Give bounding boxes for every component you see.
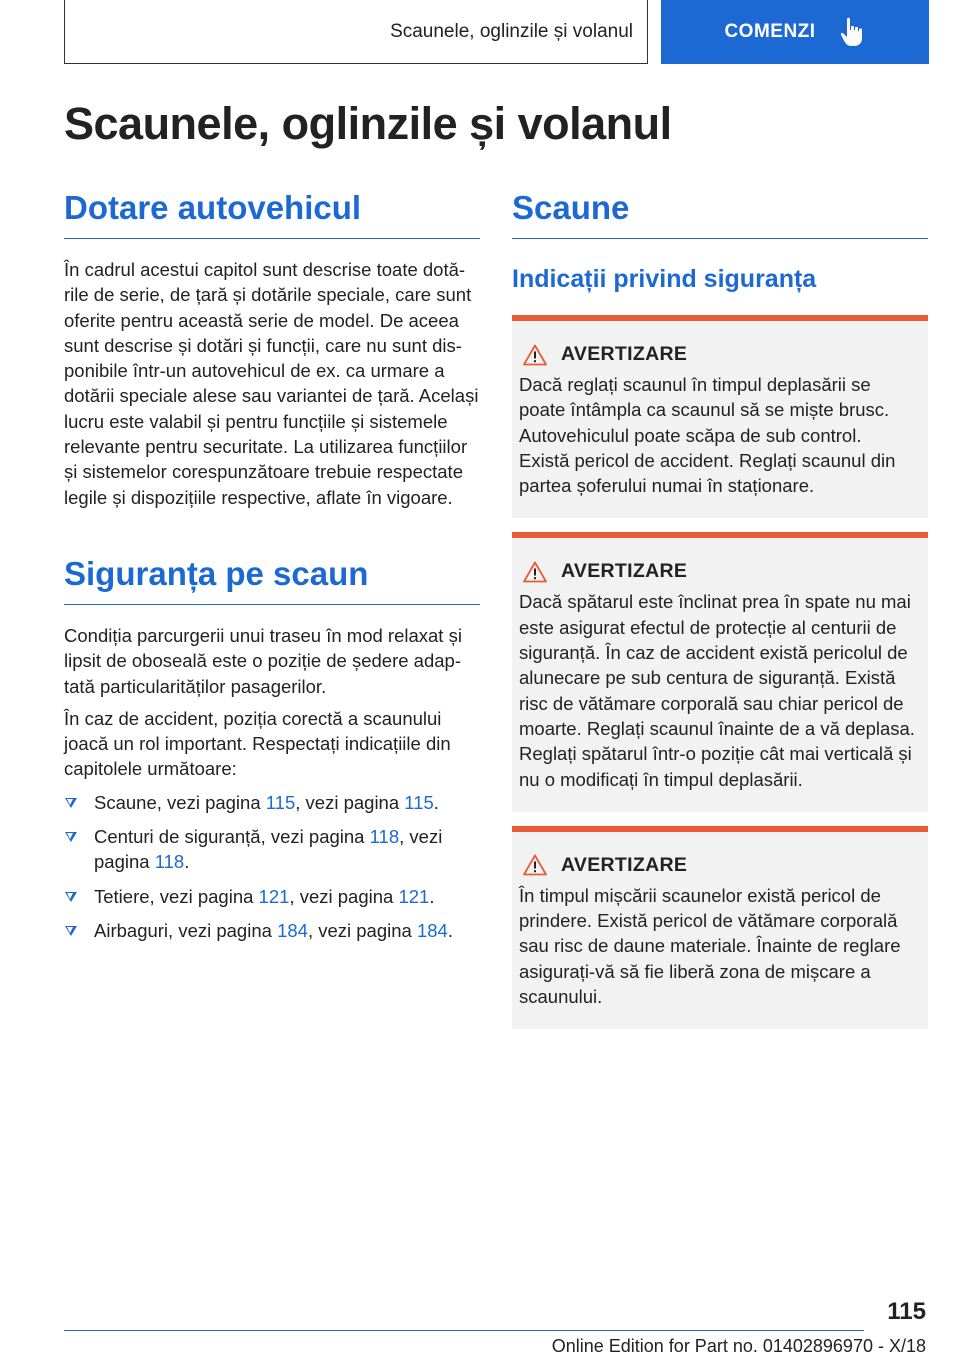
chapter-title: Scaunele, oglinzile și volanul [390, 20, 633, 42]
siguranta-paragraph-2: În caz de accident, poziția corectă a scaunului joacă un rol important. Respectați indicațiile din capitolele următoare: [64, 707, 451, 780]
warning-label: AVERTIZARE [561, 560, 688, 583]
page-link[interactable]: 115 [404, 791, 434, 813]
footer-divider [64, 1330, 864, 1331]
list-item: Tetiere, vezi pagina 121, vezi pagina 121. [64, 884, 480, 909]
bullet-triangle-icon [65, 926, 77, 936]
list-item: Scaune, vezi pagina 115, vezi pagina 115. [64, 790, 480, 815]
page-link[interactable]: 121 [398, 885, 430, 907]
warning-box [512, 315, 928, 518]
section-title-scaune: Scaune [512, 186, 928, 239]
warning-text: În timpul mișcării scaunelor există pericol de prindere. Există pericol de vătămare corporală sau risc de daune materiale. Înainte de reglare asigurați-vă să fie liberă zona de mișcare a scaunului. [519, 884, 901, 1008]
section-title-siguranta: Siguranța pe scaun [64, 552, 480, 605]
page-link[interactable]: 184 [416, 919, 448, 941]
page-title: Scaunele, oglinzile și volanul [64, 98, 672, 149]
edition-footer: Online Edition for Part no. 01402896970 - X/18 [551, 1336, 926, 1356]
bullet-triangle-icon [65, 832, 77, 842]
reference-list [64, 790, 480, 943]
page-link[interactable]: 118 [369, 826, 400, 848]
hand-pointer-icon [838, 16, 866, 48]
warning-triangle-icon [523, 854, 547, 876]
warning-box [512, 826, 928, 1029]
bullet-triangle-icon [65, 798, 77, 808]
section-title-dotare: Dotare autovehicul [64, 186, 480, 239]
warning-box [512, 532, 928, 811]
warning-text: Dacă reglați scaunul în timpul deplasării se poate întâmpla ca scaunul să se miște brusc. Autovehiculul poate scăpa de sub control. Există pericol de accident. Reglați scaunul din partea șoferului numai în staționare. [519, 374, 896, 497]
siguranta-paragraph-1: Condiția parcurgerii unui traseu în mod relaxat și lipsit de oboseală este o poziție de ședere adaptată particularităților pasagerilor. [64, 624, 462, 697]
section-tab-comenzi[interactable] [661, 0, 929, 64]
warning-label: AVERTIZARE [561, 853, 688, 876]
bullet-triangle-icon [65, 892, 77, 902]
page-number: 115 [887, 1298, 926, 1325]
page-link[interactable]: 121 [258, 885, 290, 907]
list-item: Airbaguri, vezi pagina 184, vezi pagina 184. [64, 918, 480, 943]
warning-text: Dacă spătarul este înclinat prea în spate nu mai este asigurat efectul de protecție al centurii de siguranță. În caz de accident există pericolul de alunecare pe sub centura de siguranță. Există risc de vătămare corporală sau chiar pericol de moarte. Reglați scaunul înainte de a vă deplasa. Reglați spătarul într-o poziție cât mai verticală și nu o modificați în timpul deplasării. [519, 591, 915, 790]
warning-triangle-icon [523, 561, 547, 583]
page-link[interactable]: 118 [154, 851, 185, 873]
left-column [64, 186, 480, 952]
right-column [512, 186, 928, 1029]
dotare-paragraph: În cadrul acestui capitol sunt descrise toate dotările de serie, de țară și dotările speciale, care sunt oferite pentru această serie de model. De aceea sunt descrise și dotări și funcții, care nu sunt disponibile într-un autovehicul de ex. ca urmare a dotării speciale alese sau variantei de țară. Același lucru este valabil și pentru funcțiile și sistemele relevante pentru securitate. La utilizarea funcțiilor și sistemelor corespunzătoare trebuie respectate legile și dispozițiile respective, aflate în vigoare. [64, 259, 479, 508]
section-siguranta [64, 552, 480, 943]
list-item: Centuri de siguranță, vezi pagina 118, vezi pagina 118. [64, 824, 480, 875]
page-link[interactable]: 115 [265, 791, 296, 813]
chapter-header [64, 0, 648, 64]
subsection-title-siguranta: Indicații privind siguranța [512, 265, 817, 293]
warning-triangle-icon [523, 344, 547, 366]
section-label: COMENZI [724, 21, 816, 42]
page-link[interactable]: 184 [277, 919, 308, 941]
warning-label: AVERTIZARE [561, 343, 688, 365]
